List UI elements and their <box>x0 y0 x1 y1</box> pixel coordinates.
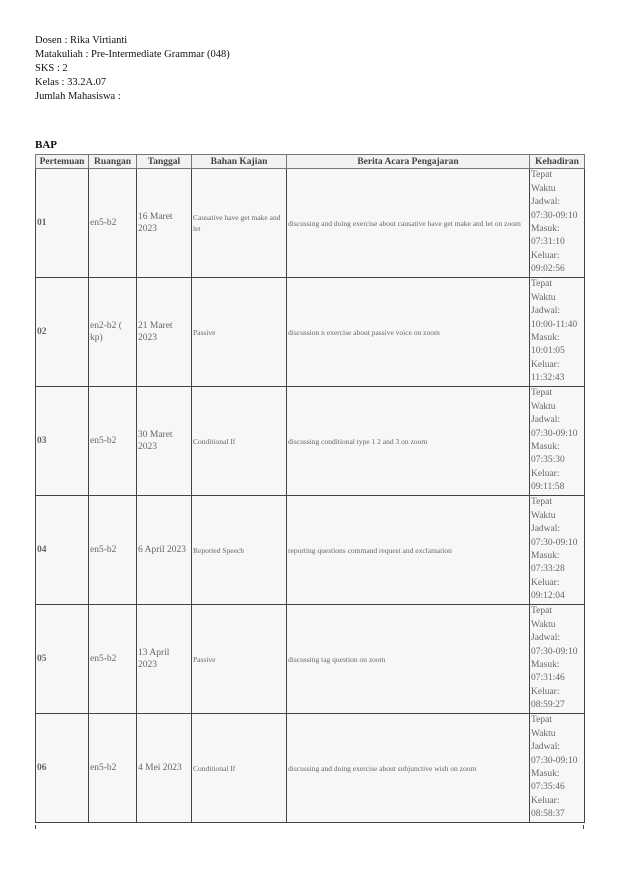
attendance-line: 07:30-09:10 <box>531 428 578 439</box>
attendance-line: Tepat <box>531 497 552 508</box>
room-cell: en5-b2 <box>89 387 137 496</box>
meeting-number-cell: 05 <box>36 605 89 714</box>
table-row <box>36 714 585 823</box>
attendance-line: Waktu <box>531 510 556 521</box>
class-line: Kelas : 33.2A.07 <box>35 77 107 88</box>
attendance-line: Keluar: <box>531 468 560 479</box>
room-cell: en5-b2 <box>89 714 137 823</box>
col-header-pertemuan: Pertemuan <box>36 155 89 169</box>
lecturer-line: Dosen : Rika Virtianti <box>35 35 128 46</box>
attendance-line: 07:30-09:10 <box>531 210 578 221</box>
teaching-report-cell: discussing tag question on zoom <box>287 605 530 714</box>
course-line: Matakuliah : Pre-Intermediate Grammar (048) <box>35 49 230 60</box>
attendance-line: Keluar: <box>531 795 560 806</box>
table-body <box>36 169 585 823</box>
meeting-number-cell: 03 <box>36 387 89 496</box>
table-row <box>36 169 585 278</box>
attendance-line: Masuk: <box>531 333 560 343</box>
attendance-line: 11:32:43 <box>531 373 565 384</box>
attendance-line: Jadwal: <box>531 524 561 535</box>
room-cell: en5-b2 <box>89 169 137 278</box>
attendance-line: 09:02:56 <box>531 264 565 275</box>
meeting-number-cell: 04 <box>36 496 89 605</box>
table-row <box>36 387 585 496</box>
attendance-line: Tepat <box>531 606 552 617</box>
attendance-line: Tepat <box>531 715 552 726</box>
attendance-line: Masuk: <box>531 442 560 452</box>
attendance-line: Masuk: <box>531 660 560 670</box>
teaching-report-cell: discussion n exercise about passive voice on zoom <box>287 278 530 387</box>
attendance-line: 08:58:37 <box>531 809 565 820</box>
attendance-line: 07:30-09:10 <box>531 646 578 657</box>
col-header-berita-acara: Berita Acara Pengajaran <box>287 155 530 169</box>
attendance-cell <box>530 278 585 387</box>
table-row <box>36 496 585 605</box>
attendance-line: 07:30-09:10 <box>531 537 578 548</box>
date-cell: 21 Maret 2023 <box>137 278 192 387</box>
attendance-line: Waktu <box>531 183 556 194</box>
attendance-line: 07:31:46 <box>531 673 565 684</box>
meeting-number-cell: 01 <box>36 169 89 278</box>
attendance-line: Jadwal: <box>531 633 561 644</box>
topic-cell: Conditional If <box>192 387 287 496</box>
table-row <box>36 278 585 387</box>
col-header-ruangan: Ruangan <box>89 155 137 169</box>
attendance-line: Jadwal: <box>531 306 561 317</box>
teaching-report-cell: discussing and doing exercise about causative have get make and let on zoom <box>287 169 530 278</box>
attendance-line: 09:11:58 <box>531 482 565 493</box>
student-count-line: Jumlah Mahasiswa : <box>35 91 121 102</box>
attendance-line: Keluar: <box>531 359 560 370</box>
attendance-line: Tepat <box>531 279 552 290</box>
attendance-line: 07:35:30 <box>531 455 565 466</box>
attendance-line: 07:33:28 <box>531 564 565 575</box>
attendance-line: 08:59:27 <box>531 700 565 711</box>
attendance-cell <box>530 605 585 714</box>
attendance-line: Masuk: <box>531 551 560 561</box>
attendance-line: 09:12:04 <box>531 591 565 602</box>
attendance-cell <box>530 496 585 605</box>
attendance-cell <box>530 387 585 496</box>
attendance-line: Jadwal: <box>531 197 561 208</box>
attendance-line: 10:00-11:40 <box>531 319 578 330</box>
attendance-line: Masuk: <box>531 769 560 779</box>
teaching-report-cell: discussing and doing exercise about subjunctive wish on zoom <box>287 714 530 823</box>
date-cell: 6 April 2023 <box>137 496 192 605</box>
topic-cell: Conditional If <box>192 714 287 823</box>
topic-cell: Reported Speech <box>192 496 287 605</box>
date-cell: 16 Maret 2023 <box>137 169 192 278</box>
credits-line: SKS : 2 <box>35 63 68 74</box>
table-row <box>36 605 585 714</box>
topic-cell: Passive <box>192 605 287 714</box>
attendance-line: 10:01:05 <box>531 346 565 357</box>
date-cell: 13 April 2023 <box>137 605 192 714</box>
attendance-line: 07:30-09:10 <box>531 755 578 766</box>
attendance-line: Waktu <box>531 619 556 630</box>
bap-title: BAP <box>35 139 57 151</box>
room-cell: en5-b2 <box>89 605 137 714</box>
attendance-line: 07:35:46 <box>531 782 565 793</box>
teaching-report-cell: reporting questions command request and exclamation <box>287 496 530 605</box>
date-cell: 30 Maret 2023 <box>137 387 192 496</box>
attendance-line: Tepat <box>531 170 552 181</box>
table-continuation <box>35 825 584 829</box>
bap-table <box>35 154 585 823</box>
room-cell: en2-b2 ( kp) <box>89 278 137 387</box>
col-header-tanggal: Tanggal <box>137 155 192 169</box>
attendance-line: Masuk: <box>531 224 560 234</box>
room-cell: en5-b2 <box>89 496 137 605</box>
attendance-line: Keluar: <box>531 250 560 261</box>
attendance-line: Keluar: <box>531 577 560 588</box>
attendance-line: Jadwal: <box>531 415 561 426</box>
meeting-number-cell: 02 <box>36 278 89 387</box>
attendance-line: Jadwal: <box>531 742 561 753</box>
attendance-line: Waktu <box>531 728 556 739</box>
attendance-line: Tepat <box>531 388 552 399</box>
attendance-line: Waktu <box>531 292 556 303</box>
topic-cell: Passive <box>192 278 287 387</box>
attendance-line: 07:31:10 <box>531 237 565 248</box>
col-header-kehadiran: Kehadiran <box>530 155 585 169</box>
attendance-cell <box>530 169 585 278</box>
date-cell: 4 Mei 2023 <box>137 714 192 823</box>
meeting-number-cell: 06 <box>36 714 89 823</box>
topic-cell: Causative have get make and let <box>192 169 287 278</box>
document-header <box>35 34 230 104</box>
attendance-line: Waktu <box>531 401 556 412</box>
attendance-line: Keluar: <box>531 686 560 697</box>
teaching-report-cell: discussing conditional type 1 2 and 3 on zoom <box>287 387 530 496</box>
col-header-bahan-kajian: Bahan Kajian <box>192 155 287 169</box>
attendance-cell <box>530 714 585 823</box>
table-header-row <box>36 155 585 169</box>
